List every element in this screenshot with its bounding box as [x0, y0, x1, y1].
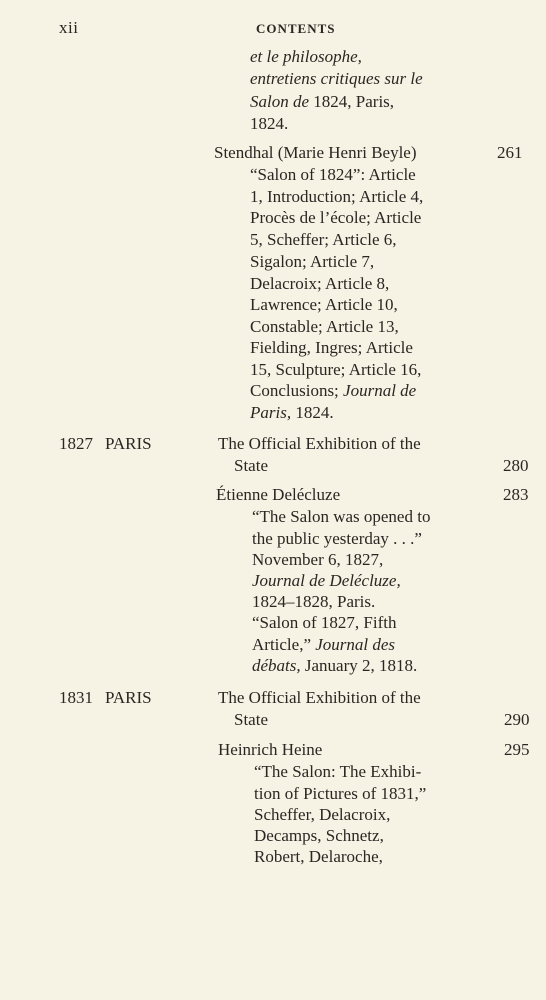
entry-line: Fielding, Ingres; Article: [250, 338, 413, 357]
author-name: Heinrich Heine: [218, 740, 323, 759]
page-ref: 261: [497, 143, 523, 162]
entry-title-italic: Paris,: [250, 403, 292, 422]
page-ref: 290: [504, 710, 530, 729]
entry-title-italic: Salon de: [250, 92, 310, 111]
entry-line: 15, Sculpture; Article 16,: [250, 360, 422, 379]
entry-text: 1824.: [291, 403, 334, 422]
page-number: xii: [59, 18, 79, 37]
section-year: 1831: [59, 688, 93, 707]
entry-line: tion of Pictures of 1831,”: [254, 784, 427, 803]
entry-line: November 6, 1827,: [252, 550, 384, 569]
entry-line: Decamps, Schnetz,: [254, 826, 384, 845]
section-city: PARIS: [105, 434, 152, 453]
section-title: State: [234, 710, 268, 729]
entry-line: Lawrence; Article 10,: [250, 295, 398, 314]
entry-line: [252, 657, 417, 674]
author-name: Stendhal (Marie Henri Beyle): [214, 143, 417, 162]
page-ref: 283: [503, 485, 529, 504]
entry-title-italic: Journal de: [343, 381, 417, 400]
entry-line: entretiens critiques sur le: [250, 69, 423, 88]
entry-line: Delacroix; Article 8,: [250, 274, 390, 293]
entry-line: 5, Scheffer; Article 6,: [250, 230, 397, 249]
section-year: 1827: [59, 434, 93, 453]
entry-line: the public yesterday . . .”: [252, 529, 422, 548]
section-title: The Official Exhibition of the: [218, 434, 421, 453]
running-head: CONTENTS: [256, 21, 336, 36]
section-heading-1831: [59, 689, 152, 706]
entry-line: Sigalon; Article 7,: [250, 252, 375, 271]
section-title: State: [234, 456, 268, 475]
entry-line: [250, 382, 416, 399]
entry-line: Constable; Article 13,: [250, 317, 399, 336]
page-ref: 295: [504, 740, 530, 759]
entry-line: [252, 636, 395, 653]
section-heading-1827: [59, 435, 152, 452]
entry-line: [250, 404, 334, 421]
entry-line: Robert, Delaroche,: [254, 847, 383, 866]
entry-text: Article,”: [252, 635, 316, 654]
entry-line: Journal de Delécluze,: [252, 571, 401, 590]
entry-text: Conclusions;: [250, 381, 344, 400]
entry-line: “Salon of 1827, Fifth: [252, 613, 397, 632]
page-ref: 280: [503, 456, 529, 475]
section-city: PARIS: [105, 688, 152, 707]
entry-line: et le philosophe,: [250, 47, 362, 66]
entry-line: “The Salon: The Exhibi-: [254, 762, 422, 781]
entry-line: [250, 93, 394, 110]
entry-line: Procès de l’école; Article: [250, 208, 422, 227]
entry-text: 1824, Paris,: [309, 92, 395, 111]
entry-line: Scheffer, Delacroix,: [254, 805, 391, 824]
entry-title-italic: Journal des: [315, 635, 396, 654]
author-name: Étienne Delécluze: [216, 485, 341, 504]
entry-line: 1824.: [250, 114, 289, 133]
entry-line: 1, Introduction; Article 4,: [250, 187, 424, 206]
entry-line: “The Salon was opened to: [252, 507, 431, 526]
entry-title-italic: débats,: [252, 656, 301, 675]
entry-line: 1824–1828, Paris.: [252, 592, 376, 611]
entry-text: January 2, 1818.: [300, 656, 418, 675]
entry-line: “Salon of 1824”: Article: [250, 165, 416, 184]
section-title: The Official Exhibition of the: [218, 688, 421, 707]
